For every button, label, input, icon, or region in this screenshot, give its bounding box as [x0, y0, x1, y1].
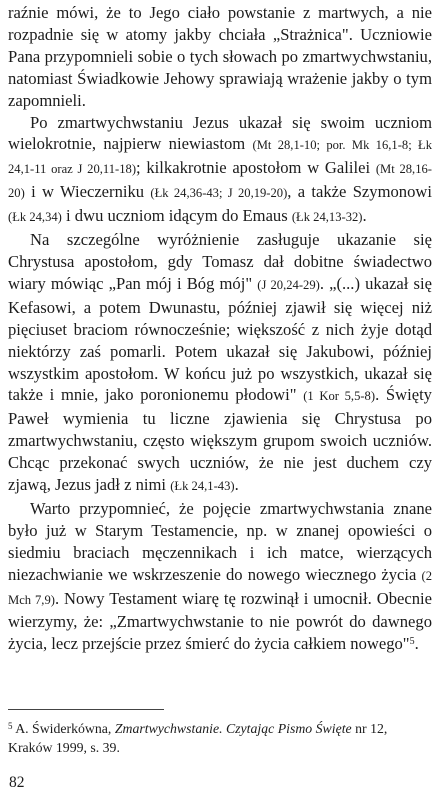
- text-run: , a także Szymonowi: [287, 182, 432, 202]
- text-run: Na szczególne wyróżnienie zasługuje ukazanie się Chrystusa apostołom, gdy Tomasz dał dobitne świadectwo wiary mówiąc „Pan mój i Bóg mój": [8, 230, 432, 293]
- paragraph-4: [8, 498, 432, 655]
- bible-reference: (1 Kor 5,5-8): [303, 389, 376, 404]
- text-run: .: [414, 634, 419, 654]
- paragraph-1: [8, 2, 432, 112]
- footnote: [8, 719, 432, 757]
- footnote-title: Zmartwychwstanie. Czytając Pismo Święte: [114, 721, 352, 736]
- text-run: . Święty Paweł wymienia tu liczne zjawienia się Chrystusa po zmartwychwstaniu, często większym grupom swoich uczniów. Chcąc przekonać swych uczniów, że nie jest duchem czy zjawą, Jezus jadł z nimi: [8, 385, 432, 495]
- bible-reference: (Łk 24,1-43): [170, 479, 235, 494]
- footnote-number: 5: [8, 721, 13, 731]
- footnote-author: A. Świderkówna,: [12, 721, 115, 736]
- text-run: .: [234, 475, 239, 495]
- text-run: . Nowy Testament wiarę tę rozwinął i umocnił. Obecnie wierzymy, że: „Zmartwychwstanie to nie powrót do dawnego życia, lecz przejście przez śmierć do życia całkiem nowego": [8, 588, 433, 654]
- bible-reference: (2 Mch 7,9): [8, 568, 432, 607]
- text-run: i dwu uczniom idącym do Emaus: [61, 206, 292, 226]
- bible-reference: (Łk 24,34): [8, 210, 62, 225]
- text-run: Po zmartwychwstaniu Jezus ukazał się swoim uczniom wielokrotnie, najpierw niewiastom: [8, 112, 432, 154]
- text-run: . „(...) ukazał się Kefasowi, a potem Dwunastu, później zjawił się więcej niż pięciuset braciom równocześnie; większość z nich żyje dotąd niektórzy zaś pomarli. Potem ukazał się Jakubowi, później wszystkim apostołom. W końcu już po wszystkich, ukazał się także i mnie, jako poronionemu płodowi": [8, 273, 432, 405]
- paragraph-2: [8, 112, 432, 230]
- bible-reference: (Łk 24,36-43; J 20,19-20): [150, 186, 288, 201]
- bible-reference: (Mt 28,16-20): [8, 162, 432, 201]
- bible-reference: (J 20,24-29): [257, 277, 320, 292]
- text-run: .: [362, 206, 367, 226]
- text-run: i w Wieczerniku: [24, 182, 151, 202]
- bible-reference: (Łk 24,13-32): [291, 210, 363, 225]
- text-run: ; kilkakrotnie apostołom w Galilei: [136, 158, 376, 178]
- bible-reference: (Mt 28,1-10; por. Mk 16,1-8; Łk 24,1-11 oraz J 20,11-18): [8, 138, 432, 177]
- paragraph-3: [8, 229, 432, 498]
- footnote-divider: [8, 709, 164, 710]
- page-number: 82: [9, 774, 25, 791]
- text-run: Warto przypomnieć, że pojęcie zmartwychwstania znane było już w Starym Testamencie, np. w znanej opowieści o siedmiu braciach męczennikach i ich matce, wierzących niezachwianie we wskrzeszenie do nowego wiecznego życia: [8, 498, 432, 584]
- footnote-details: nr 12, Kraków 1999, s. 39.: [8, 721, 388, 755]
- main-text: [8, 2, 432, 655]
- footnote-marker: 5: [409, 636, 415, 648]
- paragraph-1-text: raźnie mówi, że to Jego ciało powstanie z martwych, a nie rozpadnie się w atomy jakby chciała „Strażnica". Uczniowie Pana przypomnieli sobie o tych słowach po zmartwychwstaniu, natomiast Świadkowie Jehowy sprawiają wrażenie jakby o tym zapomnieli.: [8, 3, 432, 110]
